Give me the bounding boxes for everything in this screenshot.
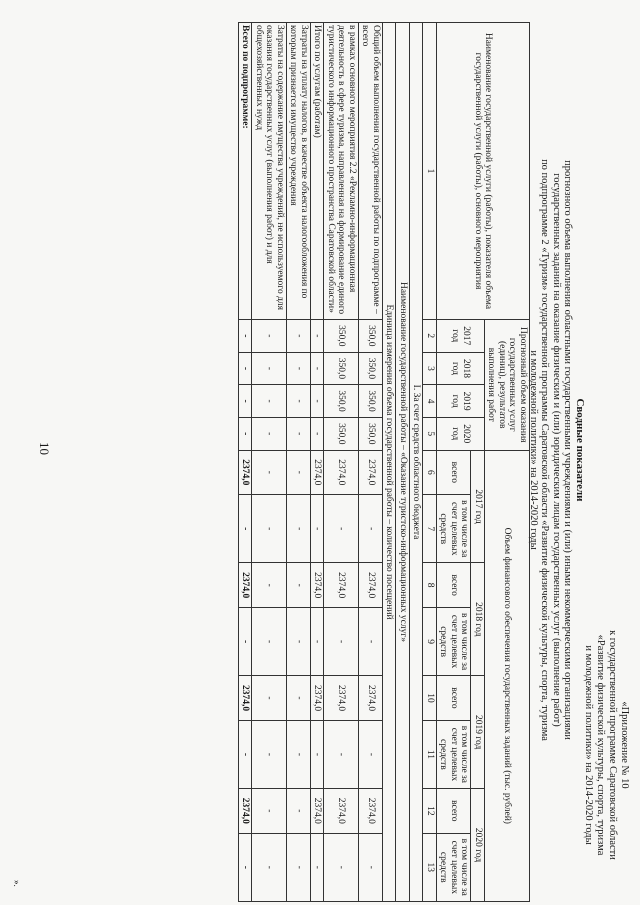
section-work: Наименование государственной работы – «Оказание туристско-информационных услуг» (396, 23, 410, 902)
row-cell: - (324, 495, 359, 563)
row-cell: 350,0 (359, 385, 383, 418)
row-cell: - (239, 720, 253, 788)
table-row (311, 23, 325, 902)
col-number: 8 (423, 563, 437, 608)
section-row (410, 23, 424, 902)
section-budget: I. За счет средств областного бюджета (410, 23, 424, 902)
appendix-line: и молодежной политики» на 2014-2020 годы (583, 645, 594, 845)
row-cell: - (239, 607, 253, 675)
row-cell: 2374,0 (324, 450, 359, 495)
row-cell: - (239, 495, 253, 563)
col-number: 2 (423, 319, 437, 352)
row-cell: - (239, 833, 253, 901)
column-number-row (423, 23, 437, 902)
row-name: Всего по подпрограмме: (239, 23, 253, 320)
row-cell: 350,0 (324, 417, 359, 450)
appendix-line: к государственной программе Саратовской области (607, 630, 618, 860)
row-cell: - (324, 833, 359, 901)
title-line: государственных заданий на оказание физическим и (или) юридическим лицам государственных услуг (выполнение работ) (551, 173, 562, 727)
row-cell: - (252, 607, 287, 675)
fin-year-header: 2017 год (471, 450, 485, 563)
year-header: 2019 год (437, 385, 485, 418)
row-cell: 2374,0 (239, 676, 253, 721)
row-cell: - (287, 319, 311, 352)
title-line: и молодежной политики» на 2014-2020 годы (528, 350, 539, 550)
col-number: 6 (423, 450, 437, 495)
row-cell: - (287, 789, 311, 834)
row-cell: - (239, 319, 253, 352)
row-cell: - (359, 833, 383, 901)
year-header: 2018 год (437, 352, 485, 385)
row-cell: - (287, 417, 311, 450)
appendix-line: «Развитие физической культуры, спорта, туризма (595, 634, 606, 856)
head-volume: Прогнозный объем оказания государственных услуг (единиц), результатов выполнения работ (485, 319, 530, 450)
row-cell: - (287, 833, 311, 901)
fin-year-header: 2018 год (471, 563, 485, 676)
section-row (396, 23, 410, 902)
table-row (239, 23, 253, 902)
row-cell: - (252, 563, 287, 608)
row-cell: - (359, 607, 383, 675)
row-cell: - (252, 417, 287, 450)
col-number: 4 (423, 385, 437, 418)
row-cell: - (239, 352, 253, 385)
row-cell: 2374,0 (324, 789, 359, 834)
row-cell: - (252, 789, 287, 834)
col-number: 10 (423, 676, 437, 721)
row-cell: - (252, 450, 287, 495)
row-cell: - (287, 720, 311, 788)
section-row (383, 23, 397, 902)
page-edge-mark: ». (12, 880, 22, 887)
row-cell: - (287, 450, 311, 495)
row-cell: - (239, 417, 253, 450)
row-cell: - (287, 676, 311, 721)
page-number: 10 (37, 442, 52, 455)
col-number: 7 (423, 495, 437, 563)
row-cell: 2374,0 (359, 450, 383, 495)
row-cell: - (311, 495, 325, 563)
col-number: 9 (423, 607, 437, 675)
row-cell: 2374,0 (311, 450, 325, 495)
row-cell: - (287, 607, 311, 675)
table-row (324, 23, 359, 902)
row-cell: - (311, 417, 325, 450)
fin-year-header: 2020 год (471, 789, 485, 902)
total-header: всего (437, 450, 472, 495)
title-line: по подпрограмме 2 «Туризм» государственной программы Саратовской области «Развитие физической культуры, спорта, туризма (539, 159, 551, 741)
row-cell: - (252, 833, 287, 901)
fin-year-header: 2019 год (471, 676, 485, 789)
row-cell: - (287, 563, 311, 608)
target-header: в том числе за счет целевых средств (437, 495, 472, 563)
row-cell: - (311, 607, 325, 675)
row-cell: - (287, 385, 311, 418)
row-cell: - (252, 319, 287, 352)
row-cell: 2374,0 (324, 676, 359, 721)
col-number: 12 (423, 789, 437, 834)
row-cell: - (311, 385, 325, 418)
year-header: 2017 год (437, 319, 485, 352)
row-cell: 350,0 (324, 319, 359, 352)
target-header: в том числе за счет целевых средств (437, 607, 472, 675)
row-cell: - (287, 495, 311, 563)
row-cell: 2374,0 (239, 789, 253, 834)
row-cell: 2374,0 (359, 563, 383, 608)
total-header: всего (437, 563, 472, 608)
row-cell: - (252, 385, 287, 418)
row-cell: - (311, 720, 325, 788)
row-cell: 350,0 (324, 385, 359, 418)
row-cell: - (252, 495, 287, 563)
year-header: 2020 год (437, 417, 485, 450)
row-name: Общий объем выполнения государственной работы по подпрограмме – всего (359, 23, 383, 320)
row-cell: 350,0 (359, 352, 383, 385)
data-rows (239, 23, 383, 902)
row-cell: 2374,0 (239, 450, 253, 495)
col-number: 13 (423, 833, 437, 901)
appendix-line: «Приложение № 10 (619, 701, 630, 789)
head-name: Наименование государственной услуги (работы), показателя объема государственной услуги (работы), основного мероприятия (437, 23, 530, 320)
row-cell: - (311, 319, 325, 352)
col-number: 1 (423, 23, 437, 320)
document-title (528, 150, 586, 750)
row-name: Итого по услугам (работам) (311, 23, 325, 320)
row-cell: - (252, 352, 287, 385)
table-row (252, 23, 287, 902)
row-cell: - (252, 676, 287, 721)
appendix-block (582, 600, 630, 890)
col-number: 5 (423, 417, 437, 450)
row-name: в рамках основного мероприятия 2.2 «Рекламно-информационная деятельность в сфере туризма, направленная на формирование единого туристического информационного пространства Саратовской области» (324, 23, 359, 320)
row-cell: 350,0 (359, 417, 383, 450)
row-cell: - (311, 833, 325, 901)
header-row (485, 23, 530, 902)
row-cell: - (324, 607, 359, 675)
row-cell: - (359, 720, 383, 788)
row-name: Затраты на уплату налогов, в качестве объекта налогообложения по которым признается имущество учреждения (287, 23, 311, 320)
row-cell: 2374,0 (311, 789, 325, 834)
head-finance: Объем финансового обеспечения государственных заданий (тыс. рублей) (485, 450, 530, 901)
row-cell: - (311, 352, 325, 385)
target-header: в том числе за счет целевых средств (437, 720, 472, 788)
row-cell: - (287, 352, 311, 385)
row-cell: 2374,0 (311, 563, 325, 608)
title-line: Сводные показатели (574, 398, 586, 502)
row-cell: 350,0 (359, 319, 383, 352)
table-row (359, 23, 383, 902)
row-cell: 2374,0 (324, 563, 359, 608)
row-cell: 2374,0 (311, 676, 325, 721)
col-number: 3 (423, 352, 437, 385)
row-cell: - (359, 495, 383, 563)
row-cell: - (239, 385, 253, 418)
total-header: всего (437, 676, 472, 721)
indicators-table (238, 22, 530, 902)
row-cell: 350,0 (324, 352, 359, 385)
col-number: 11 (423, 720, 437, 788)
row-cell: 2374,0 (239, 563, 253, 608)
total-header: всего (437, 789, 472, 834)
row-cell: 2374,0 (359, 789, 383, 834)
target-header: в том числе за счет целевых средств (437, 833, 472, 901)
row-name: Затраты на содержание имущества учреждений, не используемого для оказания государственных услуг (выполнения работ) и для общехозяйственных нужд (252, 23, 287, 320)
row-cell: - (252, 720, 287, 788)
row-cell: 2374,0 (359, 676, 383, 721)
section-unit: Единица измерения объема государственной работы – количество посещений (383, 23, 397, 902)
table-row (287, 23, 311, 902)
row-cell: - (324, 720, 359, 788)
title-line: прогнозного объема выполнения областными государственными учреждениями и (или) иными некоммерческими организациями (562, 160, 574, 740)
